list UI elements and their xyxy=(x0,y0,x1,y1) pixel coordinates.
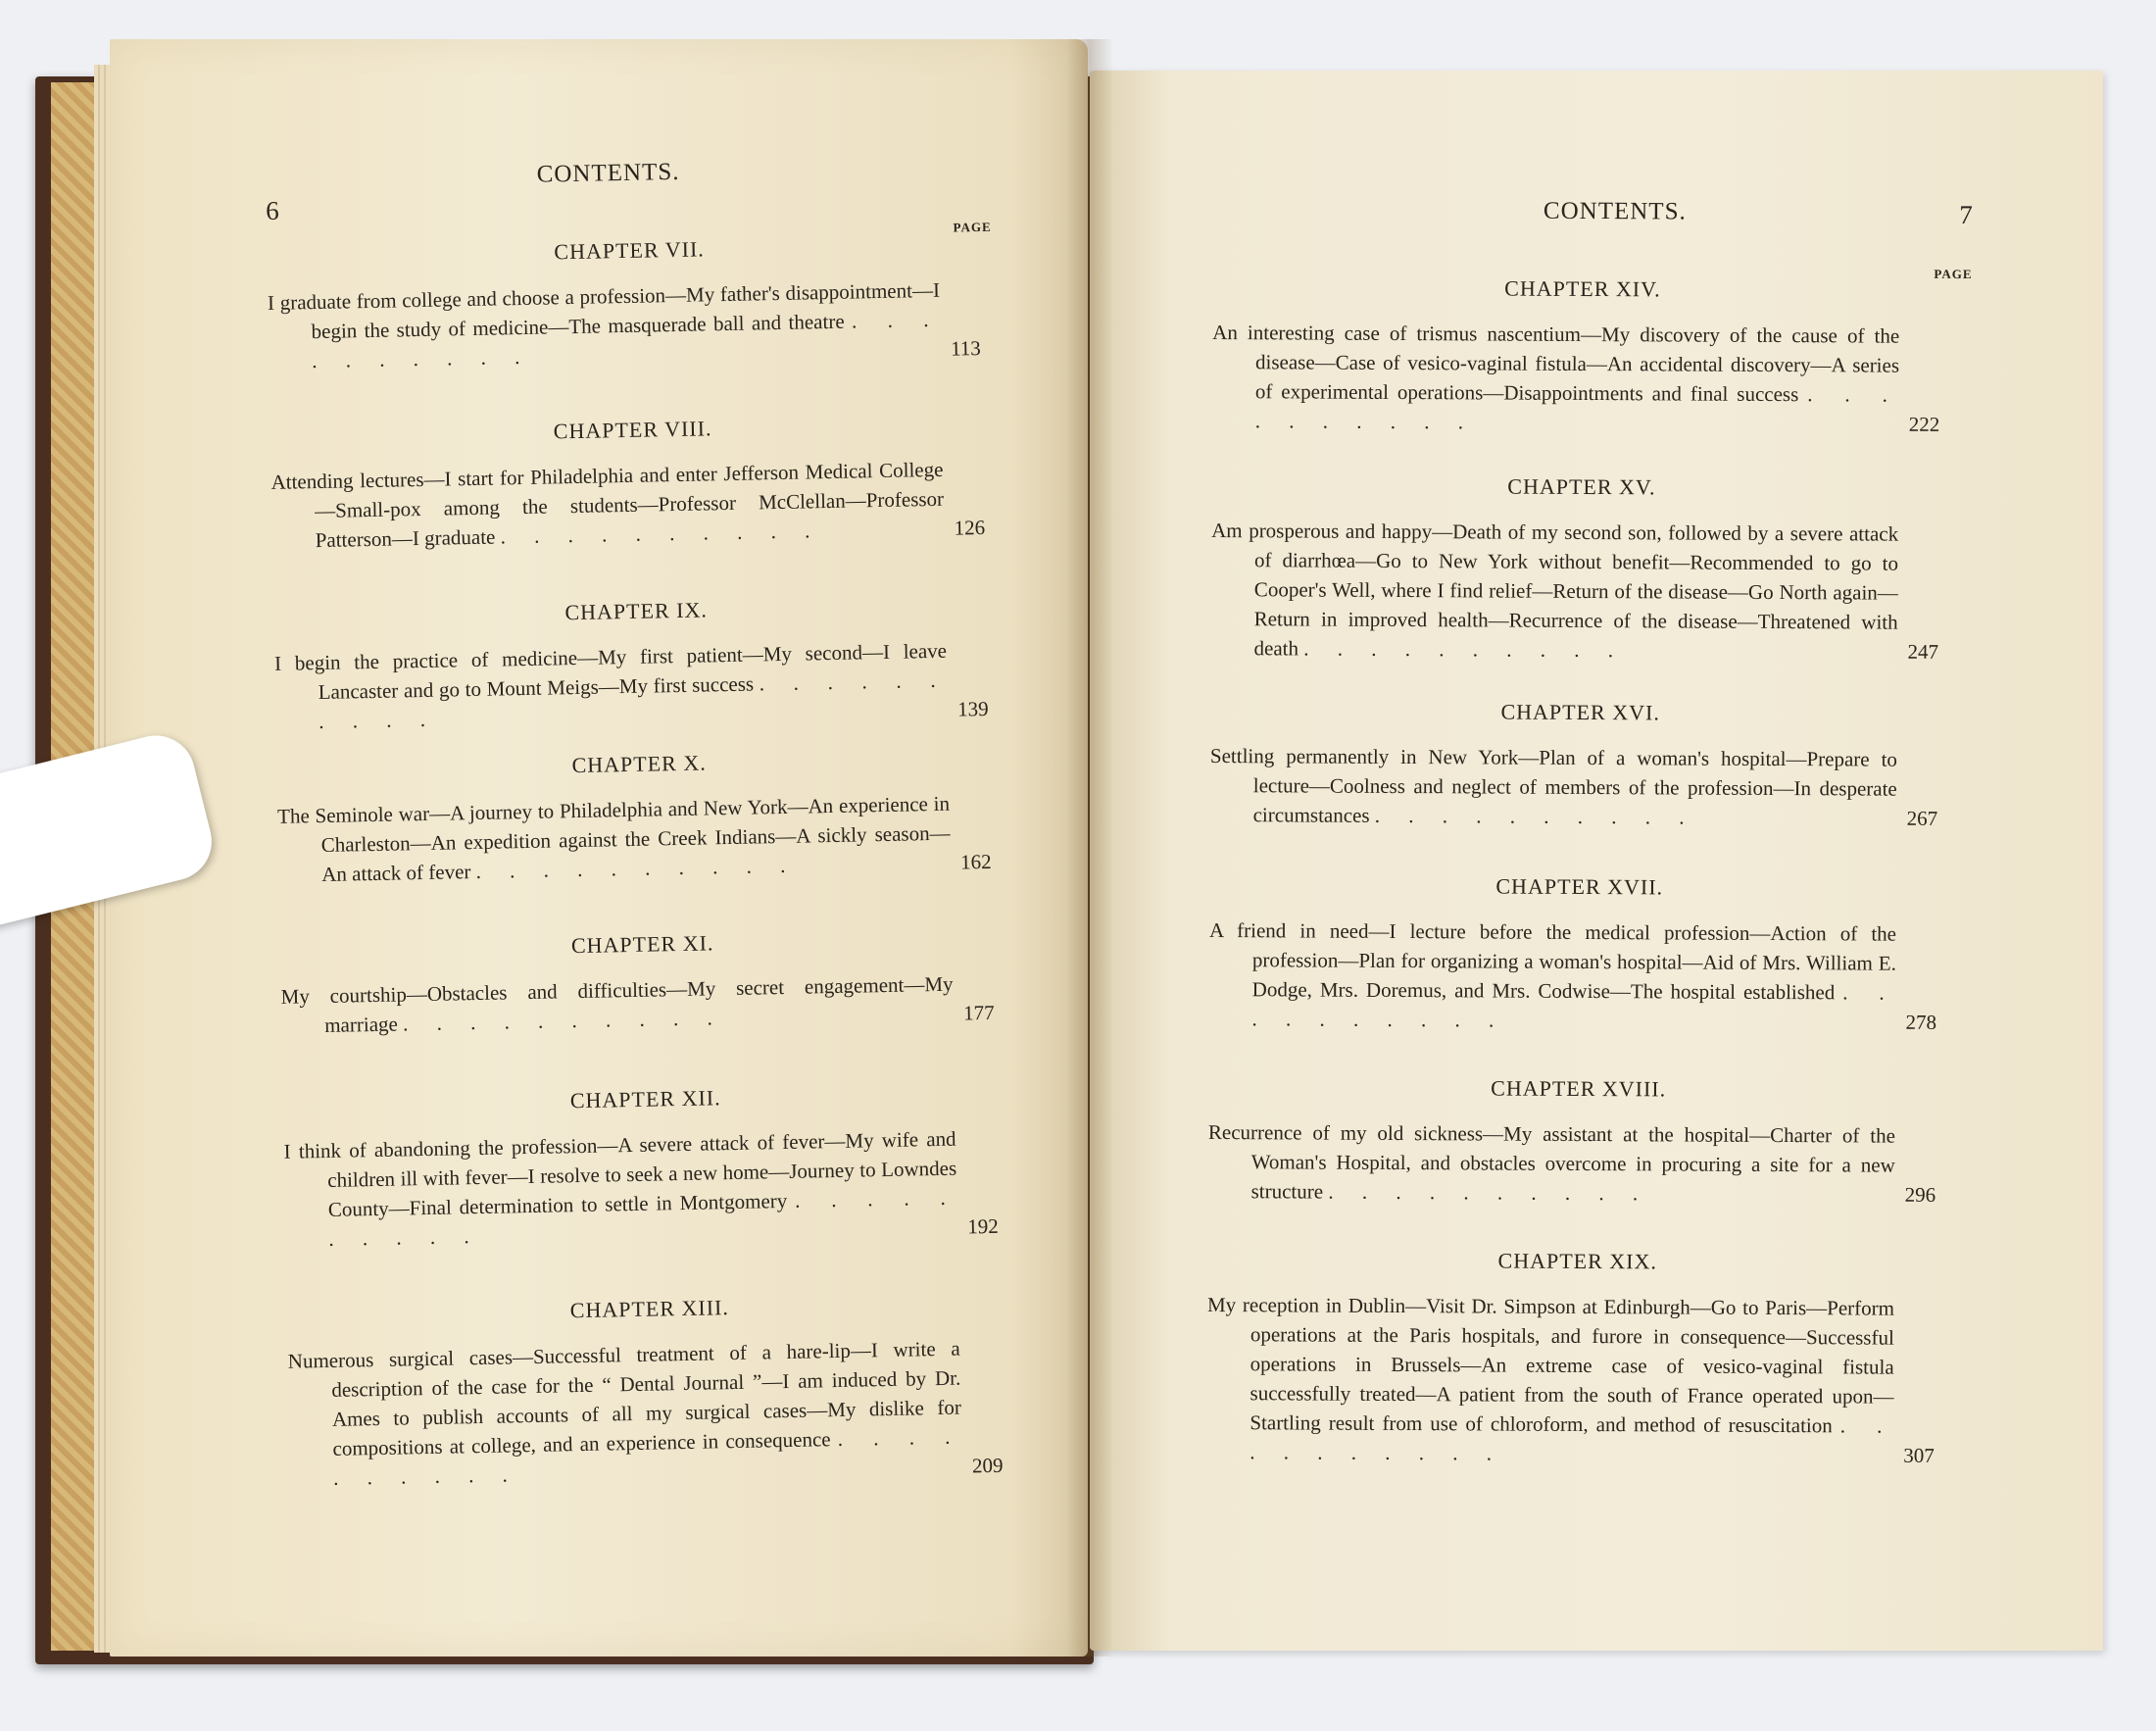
leader-dots: . . . . . . . . . . xyxy=(332,1424,962,1490)
chapter-title: CHAPTER IX. xyxy=(564,597,709,625)
left-page-number: 6 xyxy=(265,195,280,225)
toc-entry-chapter-10 xyxy=(276,745,1004,890)
chapter-summary xyxy=(268,274,995,376)
leader-dots: . . . . . . . . . . xyxy=(402,1006,724,1036)
chapter-summary-text: I graduate from college and choose a profession—My father's disappointment—I begin the study of medicine—The masquerade ball and theatre xyxy=(267,277,941,344)
chapter-summary-text: Settling permanently in New York—Plan of a woman's hospital—Prepare to lecture—Coolness and neglect of members of the profession—In desperate circumstances xyxy=(1209,743,1898,827)
chapter-summary-text: The Seminole war—A journey to Philadelphia and New York—An experience in Charleston—An expedition against the Creek Indians—A sickly season—An attack of fever xyxy=(276,791,951,887)
chapter-title: CHAPTER X. xyxy=(571,750,707,778)
chapter-summary xyxy=(1212,318,1953,439)
toc-entry-chapter-15 xyxy=(1210,472,1951,667)
chapter-page-number: 192 xyxy=(967,1213,1000,1239)
chapter-page-number: 162 xyxy=(959,849,992,874)
chapter-summary-text: My reception in Dublin—Visit Dr. Simpson at Edinburgh—Go to Paris—Perform operations at the Paris hospitals, and furore in consequence—Successful operations in Brussels—An extreme case of vesico-vaginal fistula successfully treated—A patient from the south of France operated upon—Startling result from use of chloroform, and method of resuscitation xyxy=(1206,1292,1895,1438)
chapter-summary-text: A friend in need—I lecture before the medical profession—Action of the profession—Plan for organizing a woman's hospital—Aid of Mrs. William E. Dodge, Mrs. Doremus, and Mrs. Codwise—The hospital established xyxy=(1208,917,1897,1005)
chapter-summary-text: Attending lectures—I start for Philadelphia and enter Jefferson Medical College—Small-pox among the students—Professor McClellan—Professor Patterson—I graduate xyxy=(270,457,945,553)
right-page-number: 7 xyxy=(1959,199,1973,230)
toc-entry-chapter-8 xyxy=(270,411,997,556)
chapter-title: CHAPTER XVIII. xyxy=(1491,1075,1667,1102)
left-page-header: CONTENTS. xyxy=(536,158,680,188)
chapter-summary xyxy=(1208,1117,1948,1210)
toc-entry-chapter-17 xyxy=(1208,872,1949,1037)
chapter-summary-text: Numerous surgical cases—Successful treatment of a hare-lip—I write a description of the case for the “ Dental Journal ”—I am induced by Dr. Ames to publish accounts of all my surgical cases—My dislike for compositions at college, and an experience in consequence xyxy=(287,1336,962,1460)
chapter-summary xyxy=(1210,516,1951,667)
chapter-title: CHAPTER XII. xyxy=(569,1085,721,1113)
chapter-summary-text: My courtship—Obstacles and difficulties—My secret engagement—My marriage xyxy=(280,971,954,1037)
toc-entry-chapter-7 xyxy=(267,231,994,376)
chapter-page-number: 139 xyxy=(956,696,989,721)
leader-dots: . . . . . . . . . . xyxy=(1254,382,1899,434)
chapter-page-number: 126 xyxy=(954,515,986,540)
toc-entry-chapter-12 xyxy=(283,1080,1011,1255)
chapter-summary xyxy=(274,635,1002,737)
toc-entry-chapter-14 xyxy=(1212,274,1953,439)
right-page-label: PAGE xyxy=(1934,266,1973,282)
book-gutter xyxy=(1066,39,1113,1657)
toc-entry-chapter-16 xyxy=(1210,698,1951,833)
toc-entry-chapter-13 xyxy=(287,1290,1016,1494)
chapter-summary xyxy=(1208,915,1949,1037)
chapter-summary-text: An interesting case of trismus nascentium—My discovery of the cause of the disease—Case of vesico-vaginal fistula—An accidental discovery—A series of experimental operations—Disappointments and final success xyxy=(1212,320,1900,407)
toc-entry-chapter-19 xyxy=(1206,1247,1947,1470)
leader-dots: . . . . . . . . . . xyxy=(500,519,822,549)
toc-entry-chapter-9 xyxy=(273,592,1001,737)
chapter-summary xyxy=(283,1123,1010,1255)
leader-dots: . . . . . . . . . . xyxy=(1328,1179,1650,1206)
leader-dots: . . . . . . . . . . xyxy=(1303,636,1626,663)
leader-dots: . . . . . . . . . . xyxy=(328,1185,957,1251)
leader-dots: . . . . . . . . . . xyxy=(475,853,798,883)
chapter-page-number: 209 xyxy=(971,1453,1004,1478)
chapter-summary xyxy=(270,454,998,556)
leader-dots: . . . . . . . . . . xyxy=(1250,1413,1894,1465)
chapter-summary-text: I begin the practice of medicine—My first patient—My second—I leave Lancaster and go to Mount Meigs—My first success xyxy=(273,638,948,705)
chapter-page-number: 113 xyxy=(950,336,982,361)
chapter-title: CHAPTER XI. xyxy=(570,930,714,959)
left-page-label: PAGE xyxy=(953,219,992,235)
chapter-summary xyxy=(277,788,1004,890)
chapter-summary-text: Am prosperous and happy—Death of my second son, followed by a severe attack of diarrhœa—Go to New York without benefit—Recommended to go to Cooper's Well, where I find relief—Return of the disease—Go North again—Return in improved health—Recurrence of the disease—Threatened with death xyxy=(1211,518,1899,661)
right-page-header: CONTENTS. xyxy=(1543,197,1687,225)
chapter-title: CHAPTER XIX. xyxy=(1497,1248,1658,1274)
chapter-title: CHAPTER VII. xyxy=(554,236,706,265)
chapter-summary-text: I think of abandoning the profession—A severe attack of fever—My wife and children ill with fever—I resolve to seek a new home—Journey to Lowndes County—Final determination to settle in Montgomery xyxy=(283,1126,957,1221)
chapter-summary-text: Recurrence of my old sickness—My assistant at the hospital—Charter of the Woman's Hospital, and obstacles overcome in procuring a site for a new structure xyxy=(1207,1119,1896,1204)
chapter-title: CHAPTER XVII. xyxy=(1495,873,1664,900)
chapter-summary xyxy=(1210,741,1950,833)
chapter-title: CHAPTER XVI. xyxy=(1500,699,1660,725)
leader-dots: . . . . . . . . . . xyxy=(1374,803,1696,829)
toc-entry-chapter-18 xyxy=(1208,1074,1949,1210)
leader-dots: . . . . . . . . . . xyxy=(318,668,948,734)
leader-dots: . . . . . . . . . . xyxy=(1251,980,1896,1032)
chapter-page-number: 177 xyxy=(962,1000,995,1025)
chapter-title: CHAPTER XIV. xyxy=(1504,275,1661,302)
chapter-title: CHAPTER VIII. xyxy=(553,416,712,444)
toc-entry-chapter-11 xyxy=(280,925,1007,1041)
chapter-summary xyxy=(287,1333,1015,1494)
chapter-summary xyxy=(1206,1290,1947,1470)
leader-dots: . . . . . . . . . . xyxy=(311,307,941,373)
chapter-title: CHAPTER XV. xyxy=(1507,473,1656,500)
chapter-title: CHAPTER XIII. xyxy=(569,1295,730,1323)
